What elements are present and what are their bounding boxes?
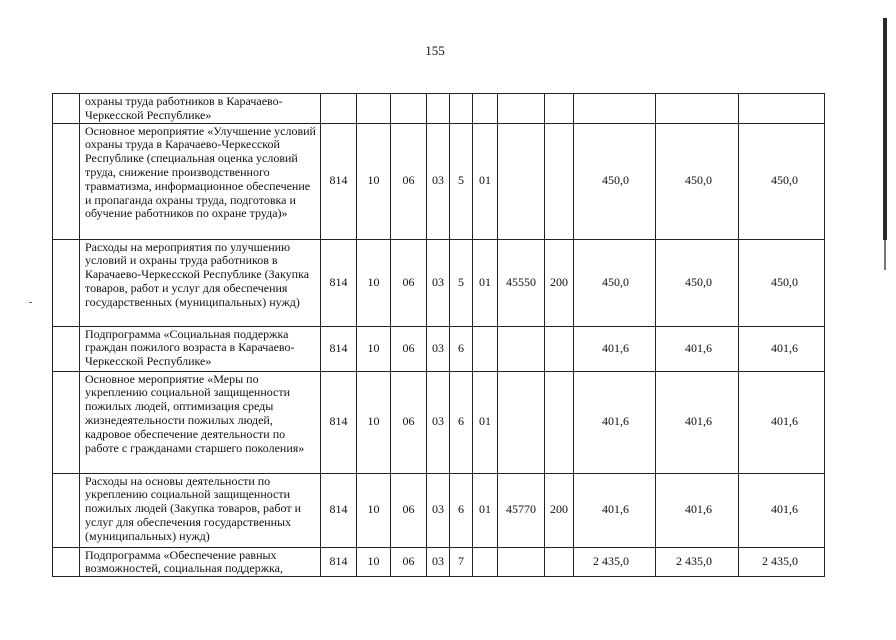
program-code-cell: 03 (427, 371, 450, 473)
amount-year-3-cell: 2 435,0 (739, 547, 825, 577)
expense-type-cell (545, 94, 574, 124)
amount-year-2-cell: 401,6 (656, 473, 739, 547)
row-number-cell (53, 239, 80, 326)
ministry-code-cell: 814 (321, 371, 357, 473)
item-name-cell: Расходы на основы деятельности по укреплению социальной защищенности пожилых людей (Закупка товаров, работ и услуг для обеспечения государственных (муниципальных) нужд) (80, 473, 321, 547)
ministry-code-cell: 814 (321, 473, 357, 547)
table-row (53, 371, 825, 473)
subsection-code-cell: 06 (391, 371, 427, 473)
budget-table (52, 93, 825, 577)
program-code-cell: 03 (427, 473, 450, 547)
subsection-code-cell: 06 (391, 326, 427, 371)
subprogram-code-cell: 7 (450, 547, 473, 577)
table-row (53, 239, 825, 326)
subsection-code-cell: 06 (391, 547, 427, 577)
ministry-code-cell: 814 (321, 547, 357, 577)
amount-year-1-cell: 401,6 (574, 371, 656, 473)
ministry-code-cell: 814 (321, 239, 357, 326)
program-code-cell (427, 94, 450, 124)
expense-type-cell: 200 (545, 239, 574, 326)
amount-year-1-cell (574, 94, 656, 124)
row-number-cell (53, 547, 80, 577)
amount-year-2-cell: 2 435,0 (656, 547, 739, 577)
scan-edge-shadow-fade (884, 240, 886, 270)
expense-type-cell (545, 371, 574, 473)
page-number: 155 (425, 43, 445, 58)
subprogram-code-cell: 6 (450, 371, 473, 473)
section-code-cell: 10 (357, 326, 391, 371)
amount-year-2-cell: 450,0 (656, 123, 739, 239)
subprogram-code-cell (450, 94, 473, 124)
event-code-cell (473, 94, 498, 124)
amount-year-1-cell: 401,6 (574, 473, 656, 547)
event-code-cell (473, 326, 498, 371)
item-name-cell: Подпрограмма «Социальная поддержка граждан пожилого возраста в Карачаево-Черкесской Республике» (80, 326, 321, 371)
direction-code-cell: 45770 (498, 473, 545, 547)
direction-code-cell (498, 94, 545, 124)
expense-type-cell: 200 (545, 473, 574, 547)
subprogram-code-cell: 6 (450, 473, 473, 547)
event-code-cell: 01 (473, 239, 498, 326)
expense-type-cell (545, 326, 574, 371)
section-code-cell: 10 (357, 371, 391, 473)
event-code-cell (473, 547, 498, 577)
table-row (53, 473, 825, 547)
item-name-cell: Расходы на мероприятия по улучшению условий и охраны труда работников в Карачаево-Черкесской Республике (Закупка товаров, работ и услуг для обеспечения государственных (муниципальных) нужд) (80, 239, 321, 326)
event-code-cell: 01 (473, 123, 498, 239)
amount-year-3-cell: 450,0 (739, 239, 825, 326)
table-row (53, 326, 825, 371)
subprogram-code-cell: 6 (450, 326, 473, 371)
amount-year-1-cell: 450,0 (574, 239, 656, 326)
program-code-cell: 03 (427, 239, 450, 326)
item-name-cell: Основное мероприятие «Улучшение условий охраны труда в Карачаево-Черкесской Республике (специальная оценка условий труда, снижение производственного травматизма, информационное обеспечение и пропаганда охраны труда, подготовка и обучение работников по охране труда)» (80, 123, 321, 239)
ministry-code-cell: 814 (321, 123, 357, 239)
amount-year-2-cell: 401,6 (656, 326, 739, 371)
subsection-code-cell: 06 (391, 473, 427, 547)
subprogram-code-cell: 5 (450, 123, 473, 239)
program-code-cell: 03 (427, 326, 450, 371)
section-code-cell: 10 (357, 239, 391, 326)
item-name-cell: охраны труда работников в Карачаево-Черкесской Республике» (80, 94, 321, 124)
ministry-code-cell: 814 (321, 326, 357, 371)
row-number-cell (53, 326, 80, 371)
row-number-cell (53, 123, 80, 239)
amount-year-2-cell: 450,0 (656, 239, 739, 326)
amount-year-3-cell: 450,0 (739, 123, 825, 239)
row-number-cell (53, 94, 80, 124)
direction-code-cell (498, 326, 545, 371)
amount-year-1-cell: 401,6 (574, 326, 656, 371)
item-name-cell: Подпрограмма «Обеспечение равных возможностей, социальная поддержка, (80, 547, 321, 577)
amount-year-1-cell: 450,0 (574, 123, 656, 239)
amount-year-3-cell: 401,6 (739, 371, 825, 473)
row-number-cell (53, 473, 80, 547)
subsection-code-cell: 06 (391, 123, 427, 239)
table-row (53, 94, 825, 124)
program-code-cell: 03 (427, 547, 450, 577)
direction-code-cell (498, 547, 545, 577)
row-number-cell (53, 371, 80, 473)
section-code-cell: 10 (357, 473, 391, 547)
ministry-code-cell (321, 94, 357, 124)
item-name-cell: Основное мероприятие «Меры по укреплению социальной защищенности пожилых людей, оптимизация среды жизнедеятельности пожилых людей, кадровое обеспечение деятельности по работе с гражданами старшего поколения» (80, 371, 321, 473)
event-code-cell: 01 (473, 371, 498, 473)
amount-year-3-cell: 401,6 (739, 473, 825, 547)
expense-type-cell (545, 123, 574, 239)
table-row (53, 123, 825, 239)
direction-code-cell: 45550 (498, 239, 545, 326)
subprogram-code-cell: 5 (450, 239, 473, 326)
amount-year-2-cell (656, 94, 739, 124)
section-code-cell: 10 (357, 123, 391, 239)
section-code-cell: 10 (357, 547, 391, 577)
direction-code-cell (498, 371, 545, 473)
section-code-cell (357, 94, 391, 124)
table-row (53, 547, 825, 577)
amount-year-3-cell: 401,6 (739, 326, 825, 371)
expense-type-cell (545, 547, 574, 577)
subsection-code-cell (391, 94, 427, 124)
scan-speck (29, 302, 32, 303)
subsection-code-cell: 06 (391, 239, 427, 326)
amount-year-2-cell: 401,6 (656, 371, 739, 473)
amount-year-3-cell (739, 94, 825, 124)
program-code-cell: 03 (427, 123, 450, 239)
amount-year-1-cell: 2 435,0 (574, 547, 656, 577)
direction-code-cell (498, 123, 545, 239)
scan-edge-shadow (883, 18, 887, 240)
event-code-cell: 01 (473, 473, 498, 547)
